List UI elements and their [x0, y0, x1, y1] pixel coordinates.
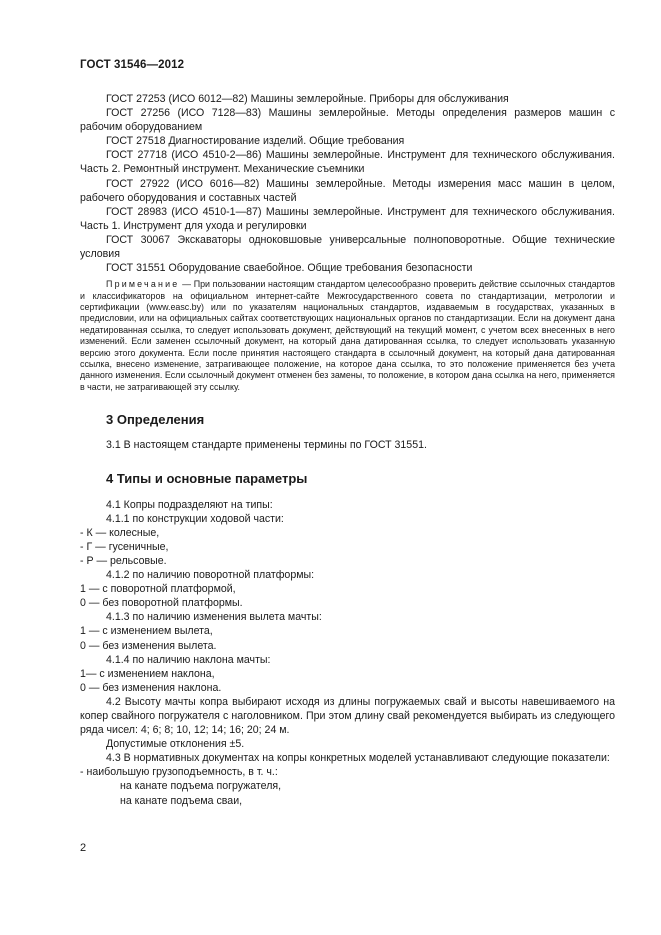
clause-4-2: 4.2 Высоту мачты копра выбирают исходя из длины погружаемых свай и высоты навешиваемого на копер свайного погружателя с наголовником. При этом длину свай рекомендуется выбирать из следующего ряда чисел: 4; 6; 8; 10, 12; 14; 16; 20; 24 м.	[80, 695, 615, 737]
note-text: — При пользовании настоящим стандартом целесообразно проверить действие ссылочных стандартов и классификаторов на официальном интернет-сайте Межгосударственного совета по стандартизации, метрологии и сертификации (www.easc.by) или по указателям национальных стандартов, издаваемым в государствах, указанных в предисловии, или на официальных сайтах соответствующих национальных органов по стандартизации. Если на документ дана недатированная ссылка, то следует использовать документ, действующий на текущий момент, с учетом всех внесенных в него изменений. Если заменен ссылочный документ, на который дана датированная ссылка, то следует использовать указанную версию этого документа. Если после принятия настоящего стандарта в ссылочный документ, на который дана датированная ссылка, внесено изменение, затрагивающее положение, на которое дана ссылка, то это положение применяется без учета данного изменения. Если ссылочный документ отменен без замены, то положение, в котором дана ссылка на него, применяется в части, не затрагивающей эту ссылку.	[80, 279, 615, 392]
reference-item: ГОСТ 28983 (ИСО 4510-1—87) Машины землеройные. Инструмент для технического обслуживания. Часть 1. Инструмент для ухода и регулировки	[80, 205, 615, 232]
list-item: 0 — без изменения наклона.	[80, 681, 222, 694]
section-3-paragraph: 3.1 В настоящем стандарте применены термины по ГОСТ 31551.	[106, 439, 427, 452]
list-item: - Р — рельсовые.	[80, 554, 167, 567]
reference-item: ГОСТ 27256 (ИСО 7128—83) Машины землеройные. Методы определения размеров машин с рабочим оборудованием	[80, 107, 615, 134]
document-header: ГОСТ 31546—2012	[80, 59, 185, 71]
clause-4-1: 4.1 Копры подразделяют на типы:	[106, 498, 273, 511]
reference-item: ГОСТ 27518 Диагностирование изделий. Общие требования	[106, 135, 405, 148]
list-item: 1 — с изменением вылета,	[80, 625, 213, 638]
reference-item: ГОСТ 31551 Оборудование сваебойное. Общие требования безопасности	[106, 262, 473, 275]
sub-list-item: на канате подъема сваи,	[120, 794, 243, 807]
clause-4-3: 4.3 В нормативных документах на копры конкретных моделей устанавливают следующие показатели:	[106, 752, 610, 765]
sub-list-item: на канате подъема погружателя,	[120, 780, 282, 793]
references-list	[80, 92, 615, 275]
list-item: - К — колесные,	[80, 526, 160, 539]
clause-4-1-2: 4.1.2 по наличию поворотной платформы:	[106, 569, 315, 582]
reference-item: ГОСТ 27718 (ИСО 4510-2—86) Машины землеройные. Инструмент для технического обслуживания. Часть 2. Ремонтный инструмент. Механические съемники	[80, 149, 615, 176]
page-number: 2	[80, 842, 87, 854]
list-item: 1 — с поворотной платформой,	[80, 583, 236, 596]
section-4-heading: 4 Типы и основные параметры	[106, 471, 308, 487]
reference-item: ГОСТ 27253 (ИСО 6012—82) Машины землеройные. Приборы для обслуживания	[106, 93, 509, 105]
tolerance-note: Допустимые отклонения ±5.	[106, 738, 245, 751]
reference-item: ГОСТ 30067 Экскаваторы одноковшовые универсальные полноповоротные. Общие технические условия	[80, 233, 615, 261]
page-content	[80, 92, 615, 808]
clause-4-1-3: 4.1.3 по наличию изменения вылета мачты:	[106, 611, 322, 624]
section-3-heading: 3 Определения	[106, 412, 205, 428]
list-item: 0 — без поворотной платформы.	[80, 597, 243, 610]
list-item: 0 — без изменения вылета.	[80, 639, 217, 652]
list-item: 1— с изменением наклона,	[80, 667, 215, 680]
list-item: - Г — гусеничные,	[80, 540, 169, 553]
list-item: - наибольшую грузоподъемность, в т. ч.:	[80, 766, 278, 779]
clause-4-1-4: 4.1.4 по наличию наклона мачты:	[106, 653, 271, 666]
reference-item: ГОСТ 27922 (ИСО 6016—82) Машины землеройные. Методы измерения масс машин в целом, рабочего оборудования и составных частей	[80, 177, 615, 204]
clause-4-1-1: 4.1.1 по конструкции ходовой части:	[106, 512, 284, 525]
note-paragraph	[80, 279, 615, 393]
note-label: Примечание	[106, 279, 180, 290]
